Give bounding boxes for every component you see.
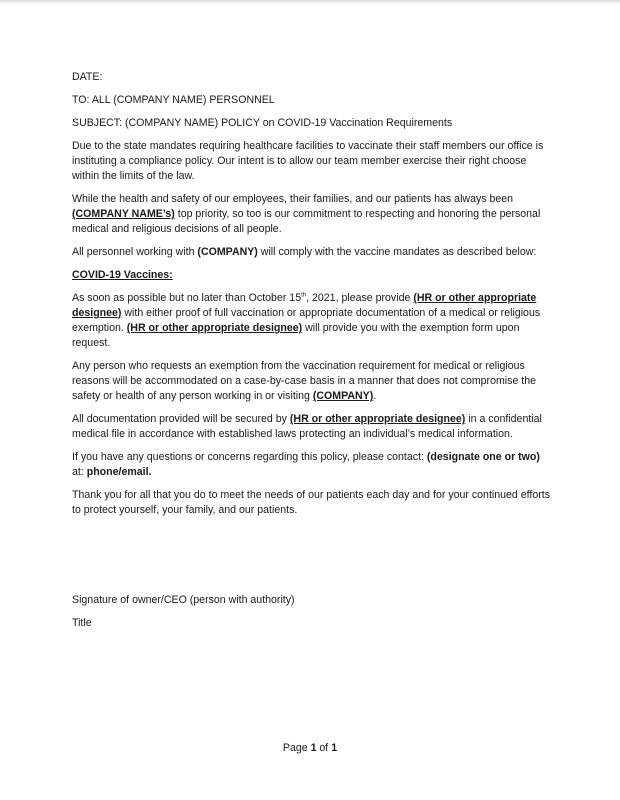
of-word: of (316, 742, 332, 754)
safety-text-1: While the health and safety of our employees, their families, and our patients has always been (72, 193, 514, 205)
signature-line: Signature of owner/CEO (person with authority) (72, 594, 295, 606)
letter-body (72, 70, 550, 526)
deadline-paragraph (72, 291, 550, 351)
date-label: DATE: (72, 71, 103, 83)
deadline-text-1: As soon as possible but no later than October 15 (72, 292, 302, 304)
exemption-paragraph (72, 359, 550, 404)
designee-placeholder: (HR or other appropriate designee) (126, 322, 303, 334)
to-line: TO: ALL (COMPANY NAME) PERSONNEL (72, 94, 275, 106)
designee-placeholder: (HR or other appropriate designee) (289, 413, 466, 425)
questions-text-2: at: (72, 466, 87, 478)
page-total: 1 (331, 742, 338, 754)
designate-placeholder: (designate one or two) (426, 451, 540, 463)
page-footer (0, 742, 620, 754)
thanks-paragraph: Thank you for all that you do to meet the needs of our patients each day and for your continued efforts to protect yourself, your family, and our patients. (72, 489, 551, 516)
page-number: 1 (310, 742, 317, 754)
comply-paragraph (72, 245, 550, 260)
comply-text-1: All personnel working with (72, 246, 198, 258)
deadline-text-3: with either proof of full vaccination or appropriate documentation of a medical or religious exemption. (72, 307, 541, 334)
section-heading: COVID-19 Vaccines: (72, 269, 173, 281)
title-line: Title (72, 617, 92, 629)
designee-placeholder: (HR or other appropriate designee) (72, 292, 537, 319)
documentation-text-1: All documentation provided will be secured by (72, 413, 290, 425)
ordinal-suffix: th (301, 292, 307, 299)
company-placeholder: (COMPANY) (312, 390, 374, 402)
documentation-paragraph (72, 412, 550, 442)
deadline-text-2: , 2021, please provide (306, 292, 414, 304)
safety-text-2: top priority, so too is our commitment to respecting and honoring the personal medical and religious decisions of all people. (72, 208, 541, 235)
intro-paragraph: Due to the state mandates requiring healthcare facilities to vaccinate their staff members our office is instituting a compliance policy. Our intent is to allow our team member exercise their right choose within the limits of the law. (72, 140, 544, 182)
exemption-text-1: Any person who requests an exemption from the vaccination requirement for medical or religious reasons will be accommodated on a case-by-case basis in a manner that does not compromise the safety or health of any person working in or visiting (72, 360, 537, 402)
company-placeholder: (COMPANY) (197, 246, 258, 258)
questions-text-1: If you have any questions or concerns regarding this policy, please contact: (72, 451, 427, 463)
company-name-placeholder: (COMPANY NAME’s) (72, 208, 175, 220)
exemption-text-2: . (373, 390, 377, 402)
safety-paragraph (72, 192, 550, 237)
comply-text-2: will comply with the vaccine mandates as described below: (257, 246, 537, 258)
documentation-text-2: in a confidential medical file in accordance with established laws protecting an individual’s medical information. (72, 413, 542, 440)
page-word: Page (282, 742, 311, 754)
subject-line: SUBJECT: (COMPANY NAME) POLICY on COVID-19 Vaccination Requirements (72, 117, 453, 129)
deadline-text-4: will provide you with the exemption form upon request. (72, 322, 520, 349)
contact-placeholder: phone/email. (86, 466, 152, 478)
page-top-shadow (0, 0, 620, 4)
questions-paragraph (72, 450, 550, 480)
